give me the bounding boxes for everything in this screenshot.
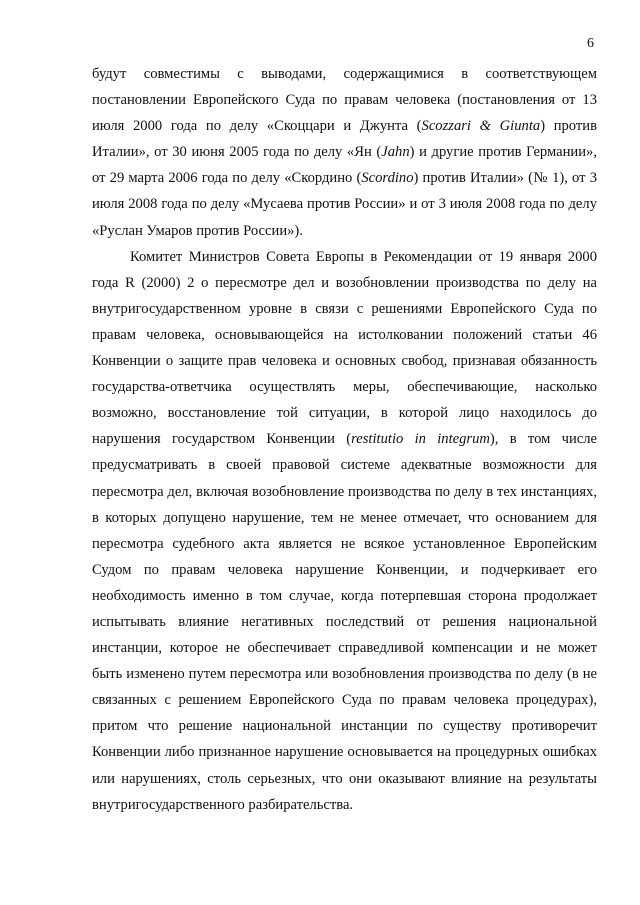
text-run: ) против Италии», от 30 июня 2005 года по делу «Ян ( (92, 118, 597, 161)
italic-term: restitutio in integrum (351, 431, 490, 448)
italic-term: Scordino (361, 170, 414, 187)
italic-term: Scozzari & Giunta (421, 118, 541, 135)
text-run: будут совместимы с выводами, содержащимися в соответствующем постановлении Европейского Суда по правам человека (постановления от 13 июля 2000 года по делу «Скоццари и Джунта ( (92, 66, 597, 135)
page-number: 6 (587, 36, 594, 51)
text-run: ), в том числе предусматривать в своей правовой системе адекватные возможности для пересмотра дел, включая возобновление производства по делу в тех инстанциях, в которых допущено нарушение, тем не менее отмечает, что основанием для пересмотра судебного акта является не всякое установленное Европейским Судом по правам человека нарушение Конвенции, и подчеркивает его необходимость именно в том случае, когда потерпевшая сторона продолжает испытывать влияние негативных последствий от решения национальной инстанции, которое не обеспечивает справедливой компенсации и не может быть изменено путем пересмотра или возобновления производства по делу (в не связанных с решением Европейского Суда по правам человека процедурах), притом что решение национальной инстанции по существу противоречит Конвенции либо признанное нарушение основывается на процедурных ошибках или нарушениях, столь серьезных, что они оказывают влияние на результаты внутригосударственного разбирательства. (92, 431, 597, 813)
text-run: ) против Италии» (№ 1), от 3 июля 2008 года по делу «Мусаева против России» и от 3 июля 2008 года по делу «Руслан Умаров против России»). (92, 170, 597, 239)
text-run: ) и другие против Германии», от 29 марта 2006 года по делу «Скордино ( (92, 144, 597, 187)
document-body (92, 61, 597, 818)
paragraph (92, 244, 597, 818)
text-run: Комитет Министров Совета Европы в Рекомендации от 19 января 2000 года R (2000) 2 о пересмотре дел и возобновлении производства по делу на внутригосударственном уровне в связи с решениями Европейского Суда по правам человека, основывающейся на истолковании положений статьи 46 Конвенции о защите прав человека и основных свобод, признавая обязанность государства-ответчика осуществлять меры, обеспечивающие, насколько возможно, восстановление той ситуации, в которой лицо находилось до нарушения государством Конвенции ( (92, 248, 597, 448)
italic-term: Jahn (381, 144, 410, 161)
paragraph (92, 61, 597, 244)
